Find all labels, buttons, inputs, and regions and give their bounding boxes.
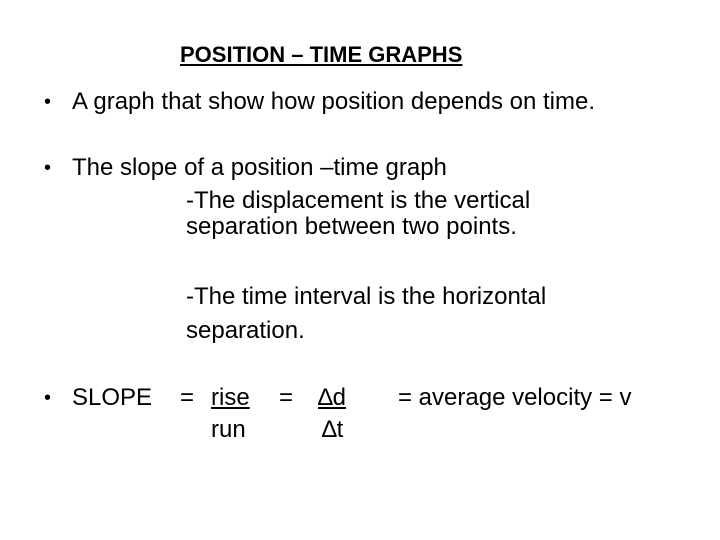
bullet-1-text: A graph that show how position depends on time. <box>72 88 596 115</box>
bullet-dot: • <box>44 387 52 409</box>
slope-label: SLOPE <box>72 384 153 411</box>
delta-d-numerator: ∆d <box>318 384 347 411</box>
time-interval-line-2: separation. <box>186 317 305 344</box>
displacement-line-2: separation between two points. <box>186 213 517 240</box>
equals-sign-2: = <box>279 384 294 411</box>
rise-numerator: rise <box>211 384 250 411</box>
slide-title: POSITION – TIME GRAPHS <box>180 42 463 67</box>
bullet-dot: • <box>44 91 52 113</box>
average-velocity-text: = average velocity = v <box>398 384 632 411</box>
time-interval-line-1: -The time interval is the horizontal <box>186 283 547 310</box>
bullet-dot: • <box>44 157 52 179</box>
displacement-line-1: -The displacement is the vertical <box>186 187 531 214</box>
run-denominator: run <box>211 416 246 443</box>
delta-t-denominator: ∆t <box>322 416 344 443</box>
equals-sign-1: = <box>180 384 195 411</box>
bullet-2-text: The slope of a position –time graph <box>72 154 447 181</box>
